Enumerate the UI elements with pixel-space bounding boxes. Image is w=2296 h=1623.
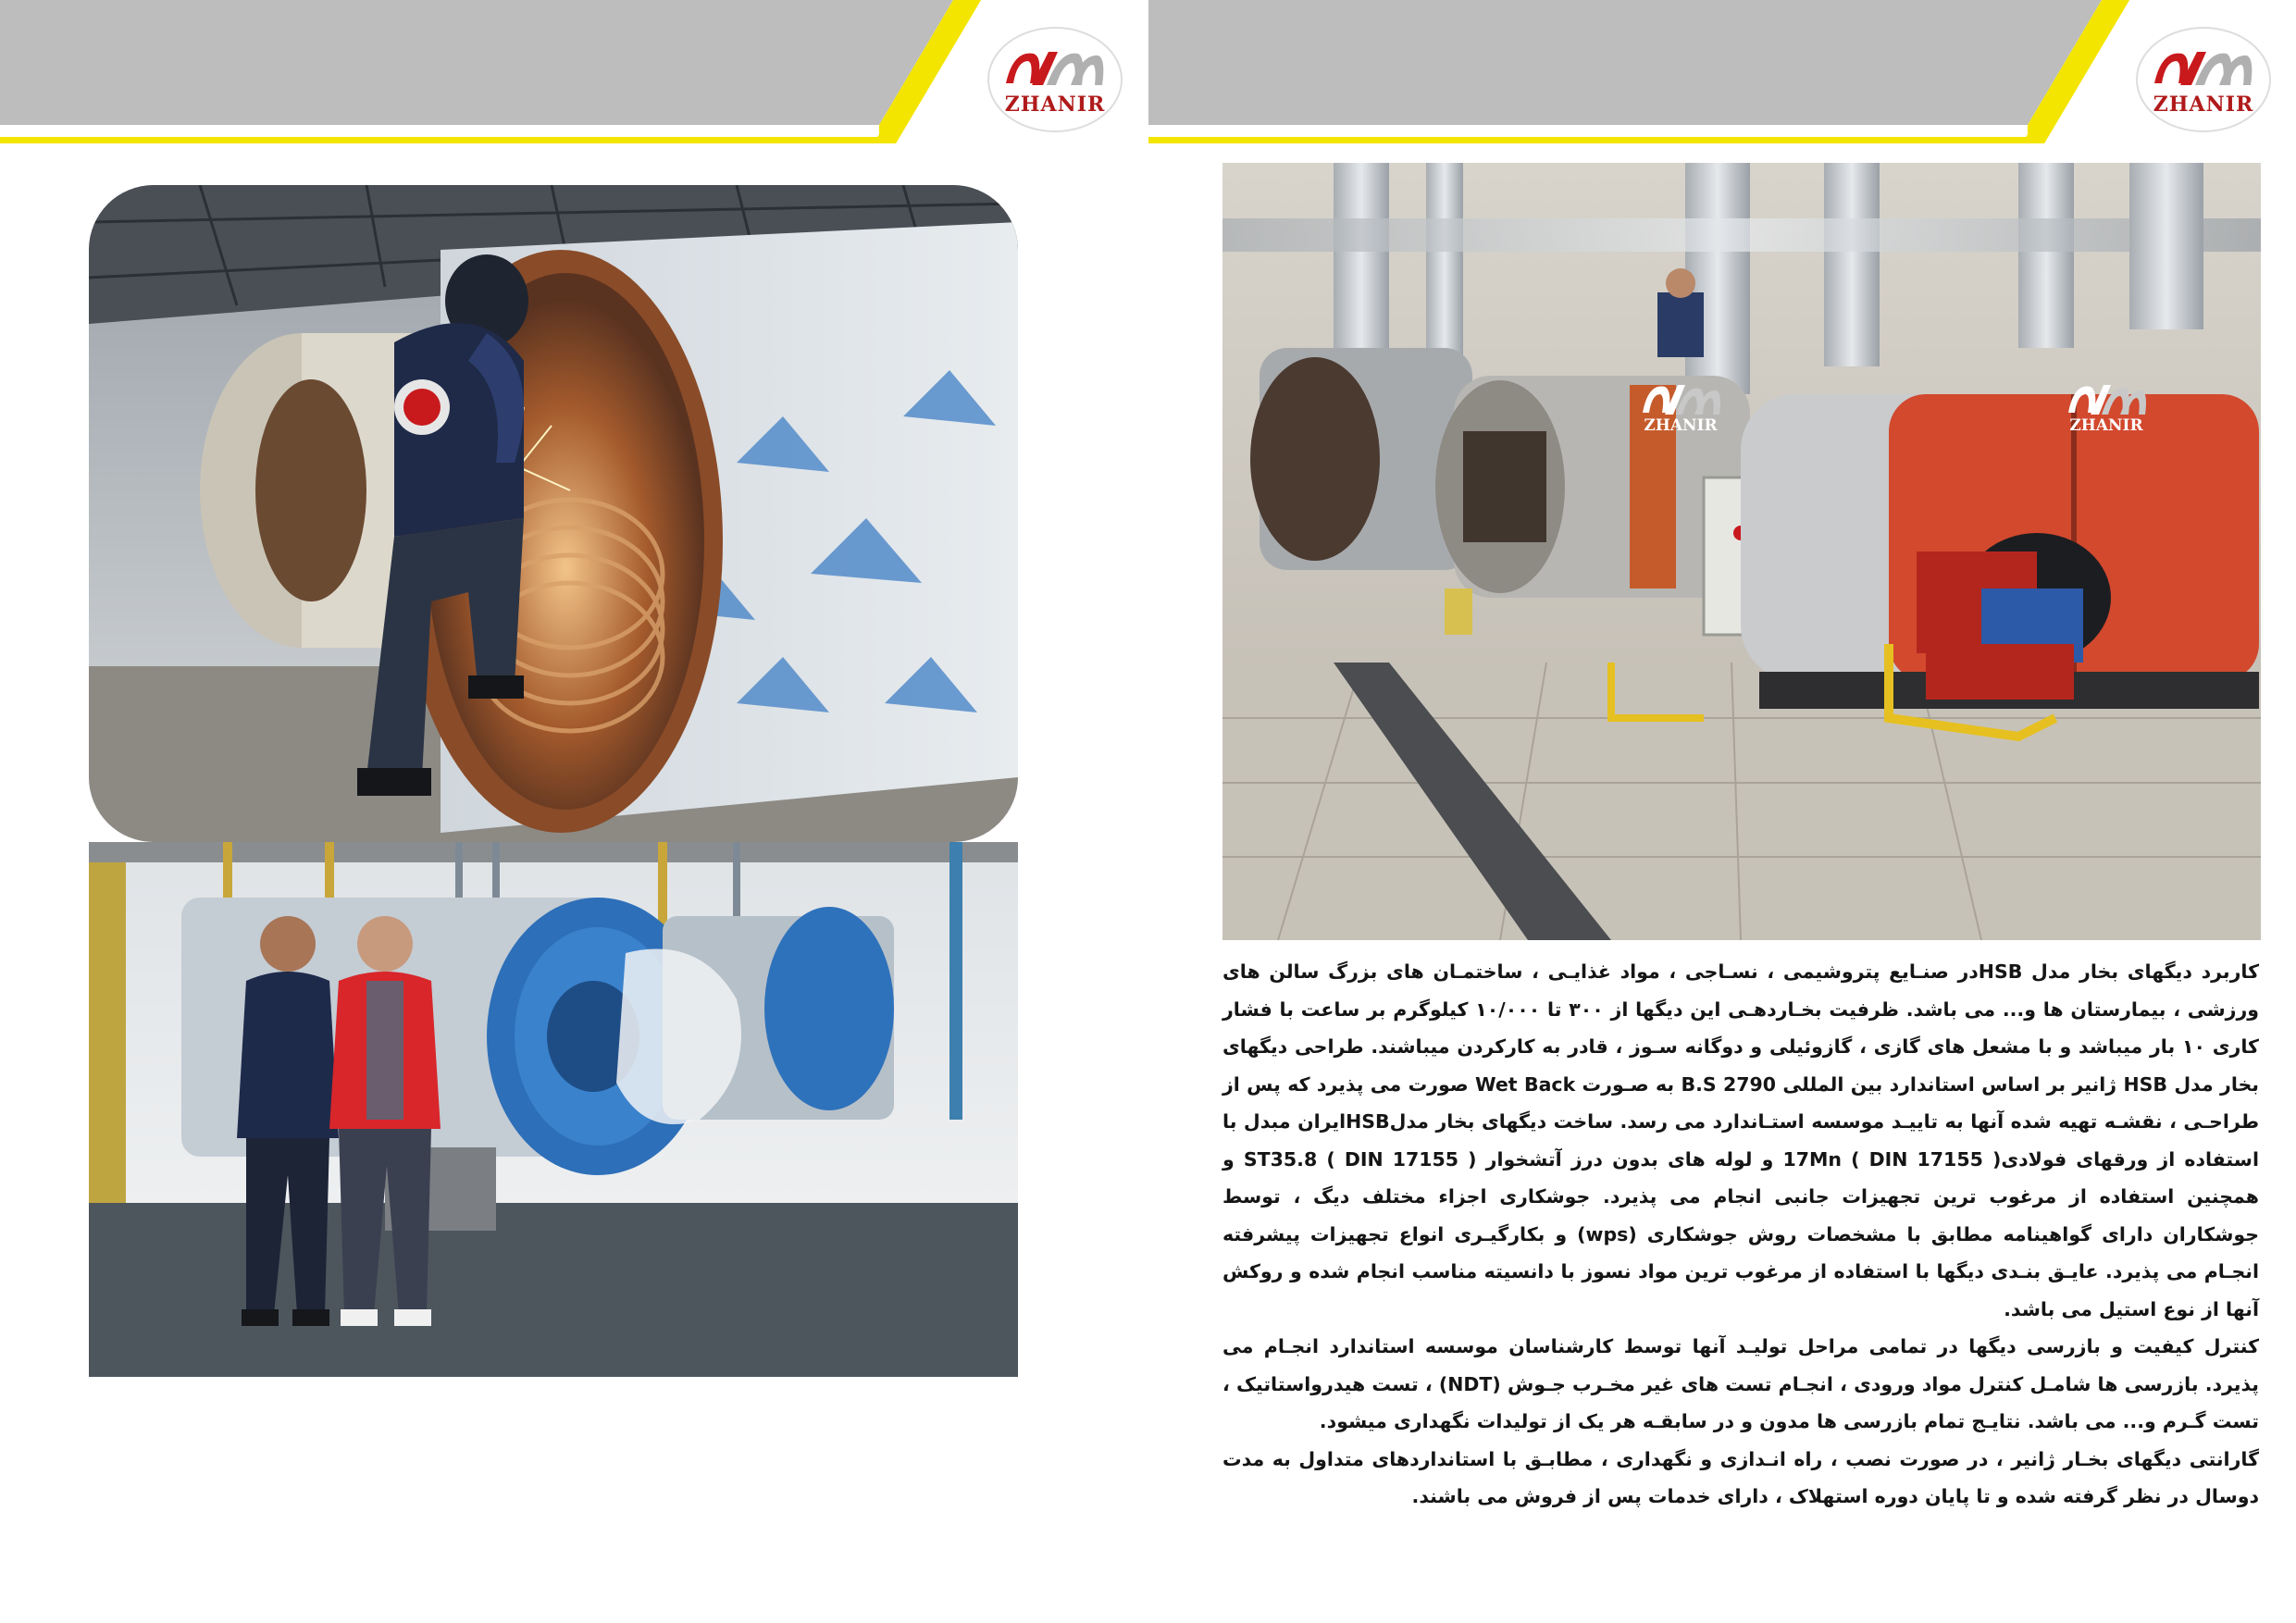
description-text (1222, 953, 2259, 1516)
boiler-logo-wordmark: ZHANIR (1644, 416, 1718, 435)
installed-boilers-photo (1222, 163, 2261, 940)
two-men-in-front-of-boilers-photo (89, 842, 1018, 1377)
welder-inside-boiler-photo (89, 185, 1018, 842)
paragraph-quality-control: کنترل کیفیت و بازرسی دیگها در تمامی مراحل تولیـد آنها توسط کارشناسان موسسه استاندارد انجـام می پذیرد. بازرسی ها شامـل کنترل مواد ورودی ، انجـام تست های غیر مخـرب جـوش (NDT) ، تست هیدرواستاتیک ، تست گـرم و... می باشد. نتایـج تمام بازرسی ها مدون و در سابقـه هر یک از تولیدات نگهداری میشود. (1222, 1335, 2260, 1432)
paragraph-applications-design: کاربرد دیگهای بخار مدل HSBدر صنـایع پتروشیمی ، نسـاجی ، مواد غذایـی ، ساختمـان های بزرگ سالن های ورزشی ، بیمارستان ها و... می باشد. ظرفیت بخـاردهـی این دیگها از ۳۰۰ تا ۱۰/۰۰۰ کیلوگرم بر ساعت با فشار کاری ۱۰ بار میباشد و با مشعل های گازی ، گازوئیلی و دوگانه سـوز ، قادر به کارکردن میباشند. طراحی دیگهای بخار مدل HSB ژانیر بر اساس استاندارد بین المللی B.S 2790 به صـورت Wet Back صورت می پذیرد که پس از طراحـی ، نقشـه تهیه شده آنها به تاییـد موسسه استـاندارد می رسد. ساخت دیگهای بخار مدلHSBایران مبدل با استفاده از ورقهای فولادی( 17Mn ( DIN 17155 و لوله های بدون درز آتشخوار ( ST35.8 ( DIN 17155 و همچنین استفاده از مرغوب ترین تجهیزات جانبی انجام می پذیرد. جوشکاری اجزاء مختلف دیگ ، توسط جوشکاران دارای گواهینامه مطابق با مشخصات روش جوشکاری (wps) و بکارگیـری انواع تجهیزات پیشرفته انجـام می پذیرد. عایـق بنـدی دیگها با استفاده از مرغوب ترین مواد نسوز با دانسیته مناسب انجام شده و روکش آنها از نوع استیل می باشد. (1222, 960, 2260, 1320)
boiler-logo-wordmark: ZHANIR (2069, 416, 2143, 435)
zhanir-logo (986, 26, 1124, 133)
men-photo-illustration (89, 842, 1018, 1377)
paragraph-warranty: گارانتی دیگهای بخـار ژانیر ، در صورت نصب ، راه انـدازی و نگهداری ، مطابـق با استانداردهای متداول به مدت دوسال در نظر گرفته شده و تا پایان دوره استهلاک ، دارای خدمات پس از فروش می باشند. (1222, 1447, 2259, 1507)
boiler-logo-sticker (1630, 366, 1731, 450)
logo-wordmark: ZHANIR (1004, 93, 1106, 117)
header-band (0, 0, 1148, 148)
logo-wordmark: ZHANIR (2153, 93, 2254, 117)
zhanir-logo-mark (986, 26, 1124, 133)
zhanir-logo-mark (1630, 366, 1731, 450)
header-band (1148, 0, 2296, 148)
zhanir-logo (2134, 26, 2273, 133)
right-page (1148, 0, 2296, 1623)
header-shape (0, 0, 1148, 148)
boiler-logo-sticker (2055, 366, 2157, 450)
zhanir-logo-mark (2134, 26, 2273, 133)
header-shape (1148, 0, 2296, 148)
boilers-photo-illustration (1222, 163, 2261, 940)
welder-photo-illustration (89, 185, 1018, 842)
zhanir-logo-mark (2055, 366, 2157, 450)
